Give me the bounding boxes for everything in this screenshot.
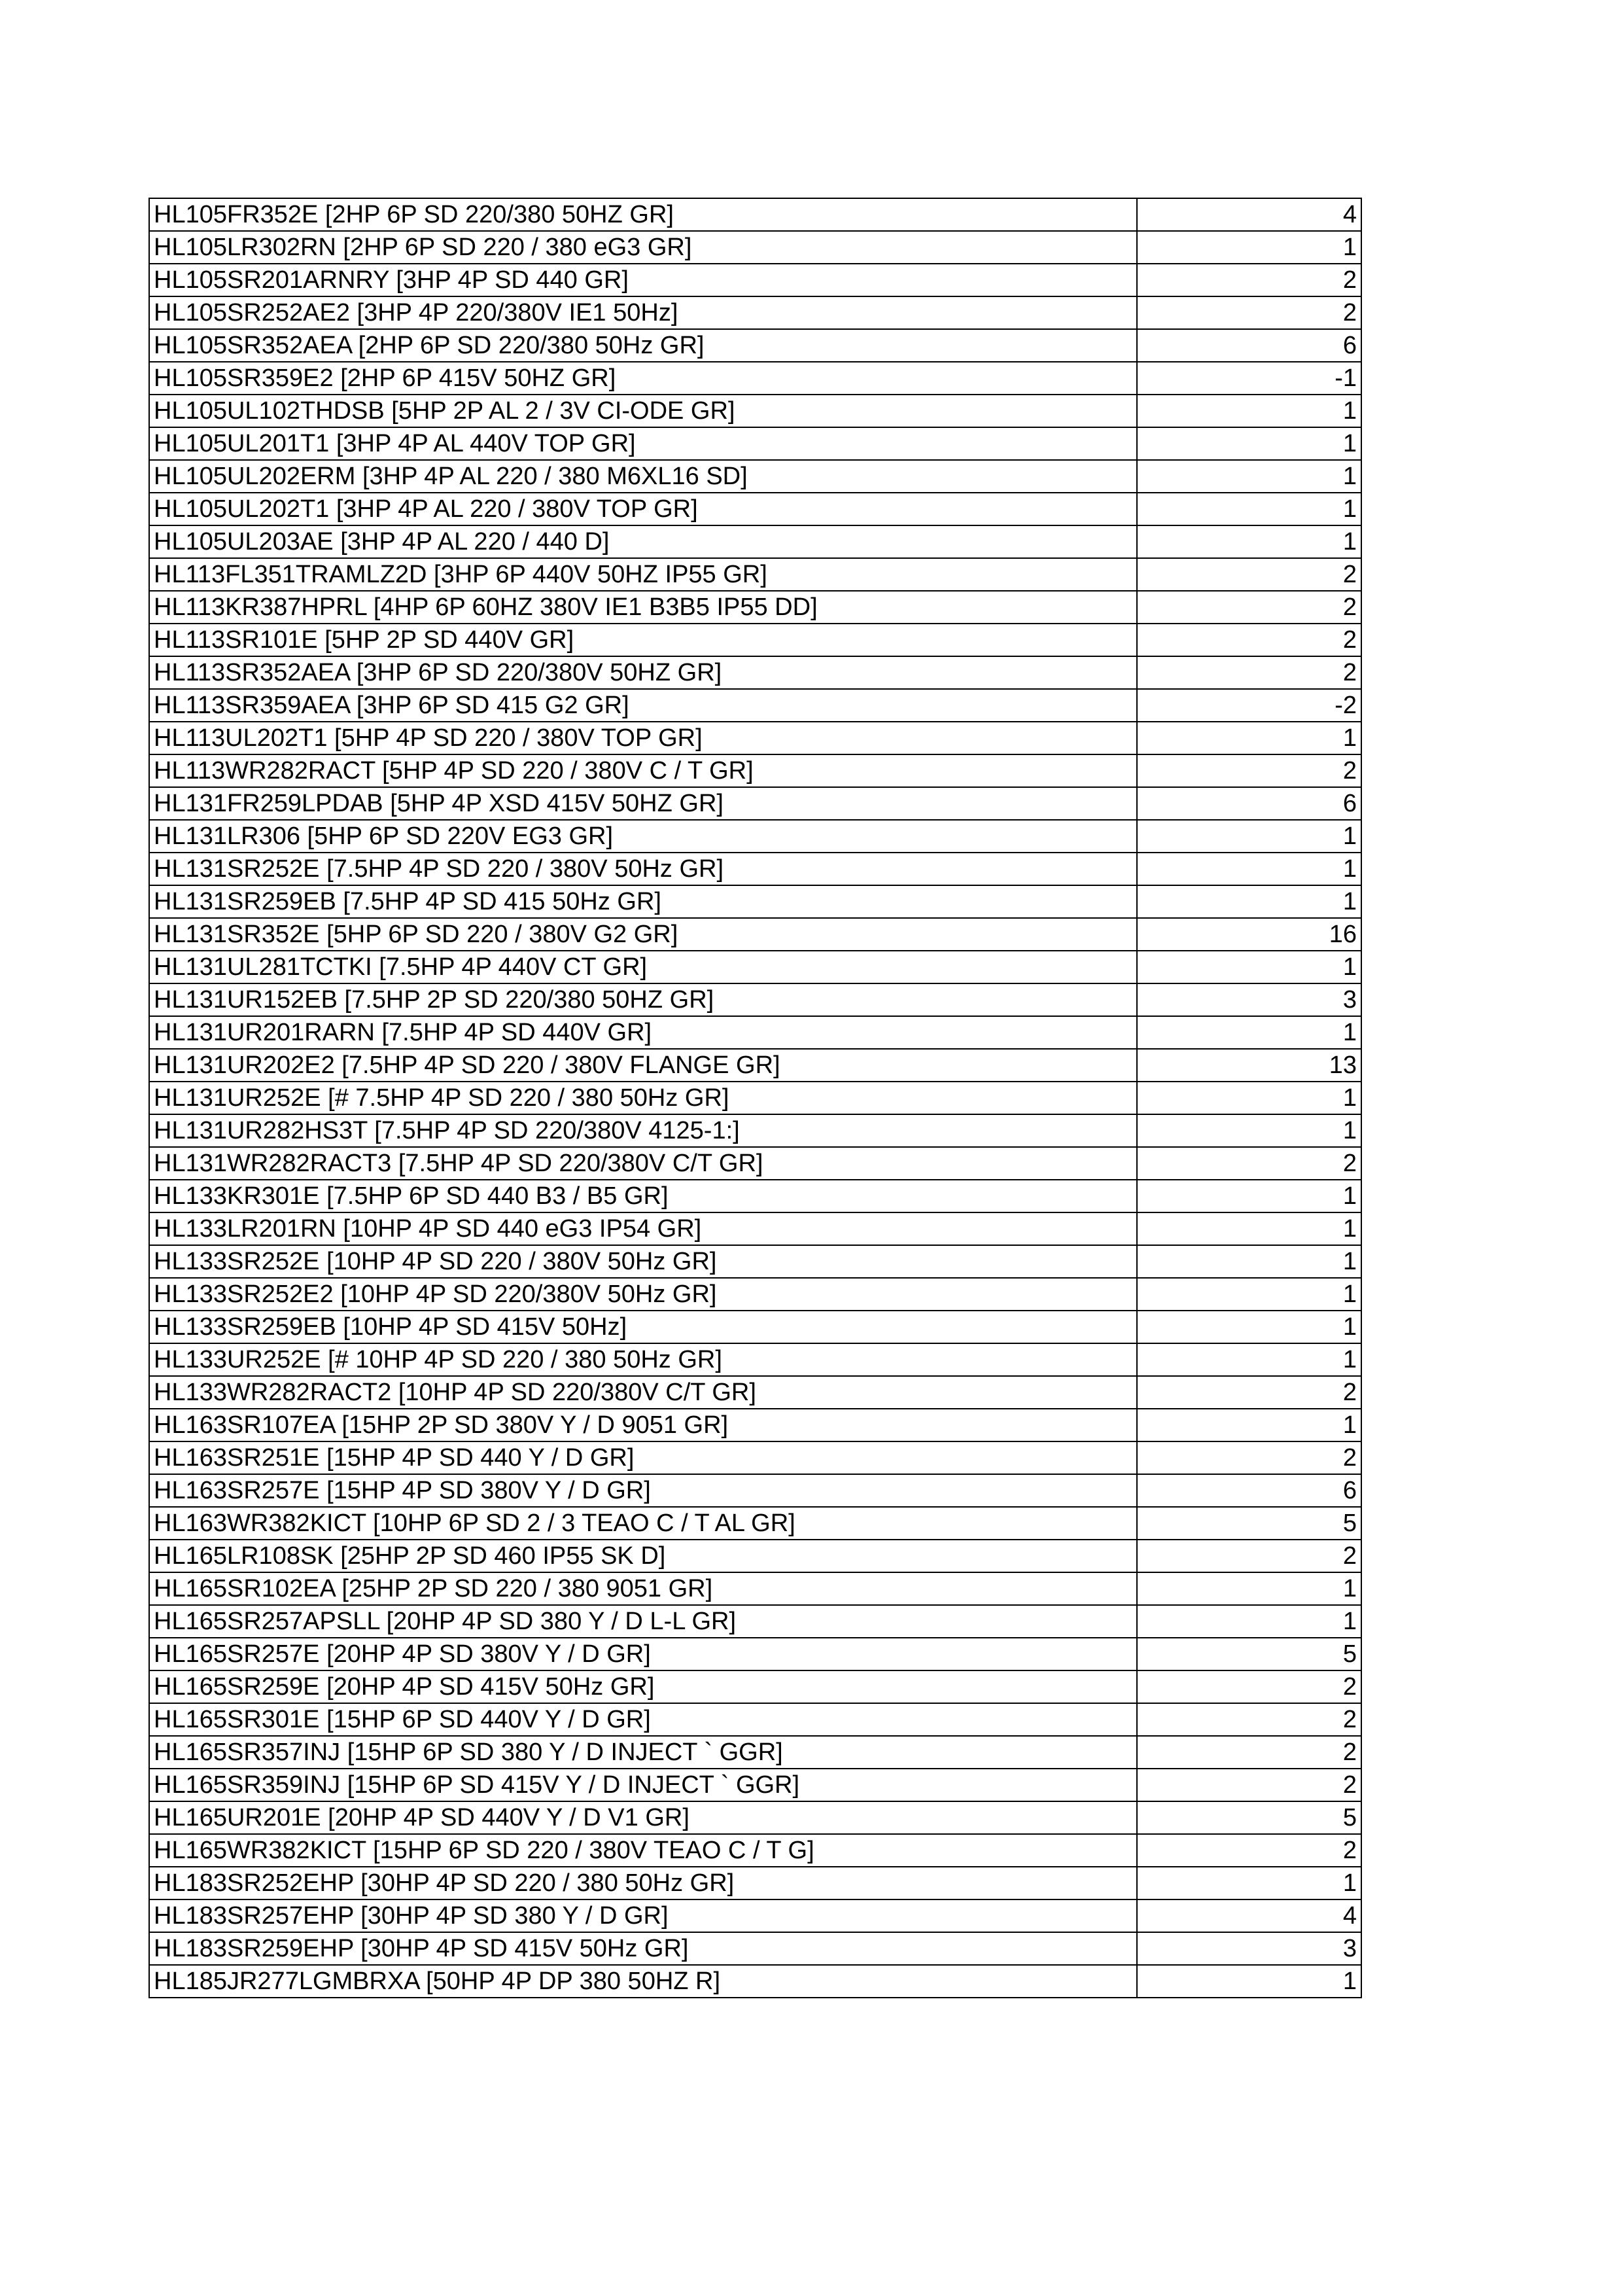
item-description-cell: HL131UR252E [# 7.5HP 4P SD 220 / 380 50Hz GR]: [149, 1082, 1137, 1114]
item-quantity-cell: 1: [1137, 1605, 1361, 1638]
item-description-cell: HL163WR382KICT [10HP 6P SD 2 / 3 TEAO C / T AL GR]: [149, 1507, 1137, 1540]
item-description-cell: HL133UR252E [# 10HP 4P SD 220 / 380 50Hz GR]: [149, 1343, 1137, 1376]
item-description-cell: HL165SR259E [20HP 4P SD 415V 50Hz GR]: [149, 1670, 1137, 1703]
table-row: [149, 1474, 1361, 1507]
item-quantity-cell: 5: [1137, 1638, 1361, 1670]
item-quantity-cell: 2: [1137, 656, 1361, 689]
table-row: [149, 395, 1361, 427]
item-quantity-cell: 13: [1137, 1049, 1361, 1082]
item-description-cell: HL131WR282RACT3 [7.5HP 4P SD 220/380V C/T GR]: [149, 1147, 1137, 1180]
item-quantity-cell: 2: [1137, 1376, 1361, 1409]
table-row: [149, 264, 1361, 296]
inventory-table: [148, 198, 1362, 1998]
item-description-cell: HL133WR282RACT2 [10HP 4P SD 220/380V C/T GR]: [149, 1376, 1137, 1409]
table-row: [149, 1245, 1361, 1278]
item-description-cell: HL113SR359AEA [3HP 6P SD 415 G2 GR]: [149, 689, 1137, 722]
item-description-cell: HL105SR352AEA [2HP 6P SD 220/380 50Hz GR]: [149, 329, 1137, 362]
item-description-cell: HL113SR352AEA [3HP 6P SD 220/380V 50HZ GR]: [149, 656, 1137, 689]
item-quantity-cell: 2: [1137, 1834, 1361, 1867]
item-description-cell: HL165LR108SK [25HP 2P SD 460 IP55 SK D]: [149, 1540, 1137, 1572]
table-row: [149, 951, 1361, 983]
table-row: [149, 329, 1361, 362]
item-quantity-cell: 2: [1137, 1540, 1361, 1572]
item-description-cell: HL131UR152EB [7.5HP 2P SD 220/380 50HZ GR]: [149, 983, 1137, 1016]
item-quantity-cell: -1: [1137, 362, 1361, 395]
item-description-cell: HL163SR257E [15HP 4P SD 380V Y / D GR]: [149, 1474, 1137, 1507]
item-description-cell: HL105UL102THDSB [5HP 2P AL 2 / 3V CI-ODE GR]: [149, 395, 1137, 427]
item-description-cell: HL131SR352E [5HP 6P SD 220 / 380V G2 GR]: [149, 918, 1137, 951]
item-description-cell: HL185JR277LGMBRXA [50HP 4P DP 380 50HZ R]: [149, 1965, 1137, 1998]
table-row: [149, 1540, 1361, 1572]
item-quantity-cell: 1: [1137, 1278, 1361, 1311]
table-row: [149, 558, 1361, 591]
item-quantity-cell: 6: [1137, 1474, 1361, 1507]
table-row: [149, 624, 1361, 656]
item-description-cell: HL105FR352E [2HP 6P SD 220/380 50HZ GR]: [149, 198, 1137, 231]
table-row: [149, 1867, 1361, 1899]
item-description-cell: HL131FR259LPDAB [5HP 4P XSD 415V 50HZ GR]: [149, 787, 1137, 820]
table-row: [149, 1769, 1361, 1801]
table-row: [149, 1932, 1361, 1965]
item-quantity-cell: 5: [1137, 1801, 1361, 1834]
item-description-cell: HL133LR201RN [10HP 4P SD 440 eG3 IP54 GR]: [149, 1212, 1137, 1245]
item-description-cell: HL105UL201T1 [3HP 4P AL 440V TOP GR]: [149, 427, 1137, 460]
item-description-cell: HL105SR359E2 [2HP 6P 415V 50HZ GR]: [149, 362, 1137, 395]
item-description-cell: HL131SR252E [7.5HP 4P SD 220 / 380V 50Hz GR]: [149, 853, 1137, 885]
inventory-table-body: [149, 198, 1361, 1998]
item-description-cell: HL131UR282HS3T [7.5HP 4P SD 220/380V 4125-1:]: [149, 1114, 1137, 1147]
table-row: [149, 820, 1361, 853]
item-description-cell: HL133SR259EB [10HP 4P SD 415V 50Hz]: [149, 1311, 1137, 1343]
item-description-cell: HL131LR306 [5HP 6P SD 220V EG3 GR]: [149, 820, 1137, 853]
item-quantity-cell: 2: [1137, 1670, 1361, 1703]
table-row: [149, 1965, 1361, 1998]
table-row: [149, 689, 1361, 722]
item-quantity-cell: 2: [1137, 1769, 1361, 1801]
item-quantity-cell: 2: [1137, 558, 1361, 591]
item-quantity-cell: 1: [1137, 1572, 1361, 1605]
item-description-cell: HL165SR257APSLL [20HP 4P SD 380 Y / D L-L GR]: [149, 1605, 1137, 1638]
item-quantity-cell: 1: [1137, 1409, 1361, 1441]
item-quantity-cell: 1: [1137, 820, 1361, 853]
table-row: [149, 525, 1361, 558]
item-quantity-cell: 1: [1137, 493, 1361, 525]
table-row: [149, 362, 1361, 395]
item-description-cell: HL183SR259EHP [30HP 4P SD 415V 50Hz GR]: [149, 1932, 1137, 1965]
item-quantity-cell: 2: [1137, 1147, 1361, 1180]
table-row: [149, 1376, 1361, 1409]
table-row: [149, 1638, 1361, 1670]
item-quantity-cell: 1: [1137, 427, 1361, 460]
item-quantity-cell: 5: [1137, 1507, 1361, 1540]
item-quantity-cell: 1: [1137, 1016, 1361, 1049]
item-quantity-cell: 1: [1137, 951, 1361, 983]
table-row: [149, 1670, 1361, 1703]
item-description-cell: HL183SR252EHP [30HP 4P SD 220 / 380 50Hz GR]: [149, 1867, 1137, 1899]
item-quantity-cell: 6: [1137, 329, 1361, 362]
table-row: [149, 918, 1361, 951]
table-row: [149, 1082, 1361, 1114]
item-quantity-cell: 1: [1137, 1114, 1361, 1147]
table-row: [149, 1409, 1361, 1441]
table-row: [149, 198, 1361, 231]
table-row: [149, 656, 1361, 689]
table-row: [149, 1343, 1361, 1376]
item-description-cell: HL165SR257E [20HP 4P SD 380V Y / D GR]: [149, 1638, 1137, 1670]
table-row: [149, 231, 1361, 264]
table-row: [149, 1736, 1361, 1769]
item-quantity-cell: 2: [1137, 296, 1361, 329]
item-quantity-cell: 1: [1137, 1245, 1361, 1278]
item-quantity-cell: 1: [1137, 1082, 1361, 1114]
item-quantity-cell: 1: [1137, 1180, 1361, 1212]
item-quantity-cell: 1: [1137, 853, 1361, 885]
item-quantity-cell: 4: [1137, 198, 1361, 231]
table-row: [149, 1114, 1361, 1147]
item-quantity-cell: 1: [1137, 722, 1361, 754]
item-quantity-cell: 2: [1137, 1703, 1361, 1736]
table-row: [149, 1016, 1361, 1049]
item-quantity-cell: 3: [1137, 1932, 1361, 1965]
item-description-cell: HL131UR202E2 [7.5HP 4P SD 220 / 380V FLANGE GR]: [149, 1049, 1137, 1082]
item-quantity-cell: 4: [1137, 1899, 1361, 1932]
table-row: [149, 1605, 1361, 1638]
table-row: [149, 754, 1361, 787]
item-description-cell: HL113UL202T1 [5HP 4P SD 220 / 380V TOP GR]: [149, 722, 1137, 754]
item-quantity-cell: 2: [1137, 754, 1361, 787]
item-quantity-cell: 1: [1137, 1212, 1361, 1245]
table-row: [149, 1147, 1361, 1180]
item-quantity-cell: 2: [1137, 591, 1361, 624]
table-row: [149, 1834, 1361, 1867]
table-row: [149, 1278, 1361, 1311]
item-description-cell: HL131UR201RARN [7.5HP 4P SD 440V GR]: [149, 1016, 1137, 1049]
table-row: [149, 1572, 1361, 1605]
table-row: [149, 1212, 1361, 1245]
item-description-cell: HL105UL202T1 [3HP 4P AL 220 / 380V TOP GR]: [149, 493, 1137, 525]
item-description-cell: HL113FL351TRAMLZ2D [3HP 6P 440V 50HZ IP55 GR]: [149, 558, 1137, 591]
table-row: [149, 722, 1361, 754]
table-row: [149, 296, 1361, 329]
table-row: [149, 1180, 1361, 1212]
table-row: [149, 853, 1361, 885]
item-quantity-cell: 1: [1137, 1965, 1361, 1998]
table-row: [149, 885, 1361, 918]
table-row: [149, 427, 1361, 460]
item-quantity-cell: 2: [1137, 624, 1361, 656]
table-row: [149, 493, 1361, 525]
table-row: [149, 1801, 1361, 1834]
item-description-cell: HL133KR301E [7.5HP 6P SD 440 B3 / B5 GR]: [149, 1180, 1137, 1212]
table-row: [149, 1899, 1361, 1932]
item-description-cell: HL131SR259EB [7.5HP 4P SD 415 50Hz GR]: [149, 885, 1137, 918]
item-description-cell: HL105LR302RN [2HP 6P SD 220 / 380 eG3 GR]: [149, 231, 1137, 264]
item-description-cell: HL165UR201E [20HP 4P SD 440V Y / D V1 GR]: [149, 1801, 1137, 1834]
item-description-cell: HL113WR282RACT [5HP 4P SD 220 / 380V C / T GR]: [149, 754, 1137, 787]
item-description-cell: HL163SR251E [15HP 4P SD 440 Y / D GR]: [149, 1441, 1137, 1474]
item-quantity-cell: 3: [1137, 983, 1361, 1016]
item-description-cell: HL113KR387HPRL [4HP 6P 60HZ 380V IE1 B3B5 IP55 DD]: [149, 591, 1137, 624]
item-quantity-cell: 2: [1137, 1441, 1361, 1474]
item-quantity-cell: 1: [1137, 1311, 1361, 1343]
item-description-cell: HL163SR107EA [15HP 2P SD 380V Y / D 9051 GR]: [149, 1409, 1137, 1441]
item-description-cell: HL105SR201ARNRY [3HP 4P SD 440 GR]: [149, 264, 1137, 296]
item-description-cell: HL165SR357INJ [15HP 6P SD 380 Y / D INJECT ` GGR]: [149, 1736, 1137, 1769]
item-description-cell: HL131UL281TCTKI [7.5HP 4P 440V CT GR]: [149, 951, 1137, 983]
item-quantity-cell: 1: [1137, 525, 1361, 558]
item-quantity-cell: -2: [1137, 689, 1361, 722]
item-description-cell: HL105UL203AE [3HP 4P AL 220 / 440 D]: [149, 525, 1137, 558]
item-quantity-cell: 1: [1137, 885, 1361, 918]
item-description-cell: HL165WR382KICT [15HP 6P SD 220 / 380V TEAO C / T G]: [149, 1834, 1137, 1867]
table-row: [149, 1441, 1361, 1474]
item-quantity-cell: 1: [1137, 395, 1361, 427]
item-quantity-cell: 6: [1137, 787, 1361, 820]
item-description-cell: HL133SR252E [10HP 4P SD 220 / 380V 50Hz GR]: [149, 1245, 1137, 1278]
table-row: [149, 591, 1361, 624]
item-description-cell: HL165SR102EA [25HP 2P SD 220 / 380 9051 GR]: [149, 1572, 1137, 1605]
table-row: [149, 1049, 1361, 1082]
item-description-cell: HL133SR252E2 [10HP 4P SD 220/380V 50Hz GR]: [149, 1278, 1137, 1311]
item-quantity-cell: 16: [1137, 918, 1361, 951]
item-description-cell: HL183SR257EHP [30HP 4P SD 380 Y / D GR]: [149, 1899, 1137, 1932]
item-quantity-cell: 1: [1137, 1867, 1361, 1899]
item-quantity-cell: 2: [1137, 264, 1361, 296]
item-quantity-cell: 1: [1137, 231, 1361, 264]
table-row: [149, 1311, 1361, 1343]
item-quantity-cell: 2: [1137, 1736, 1361, 1769]
item-description-cell: HL165SR359INJ [15HP 6P SD 415V Y / D INJECT ` GGR]: [149, 1769, 1137, 1801]
table-row: [149, 1507, 1361, 1540]
item-description-cell: HL165SR301E [15HP 6P SD 440V Y / D GR]: [149, 1703, 1137, 1736]
item-description-cell: HL105UL202ERM [3HP 4P AL 220 / 380 M6XL16 SD]: [149, 460, 1137, 493]
item-quantity-cell: 1: [1137, 460, 1361, 493]
table-row: [149, 983, 1361, 1016]
table-row: [149, 460, 1361, 493]
item-quantity-cell: 1: [1137, 1343, 1361, 1376]
item-description-cell: HL113SR101E [5HP 2P SD 440V GR]: [149, 624, 1137, 656]
item-description-cell: HL105SR252AE2 [3HP 4P 220/380V IE1 50Hz]: [149, 296, 1137, 329]
table-row: [149, 1703, 1361, 1736]
table-row: [149, 787, 1361, 820]
